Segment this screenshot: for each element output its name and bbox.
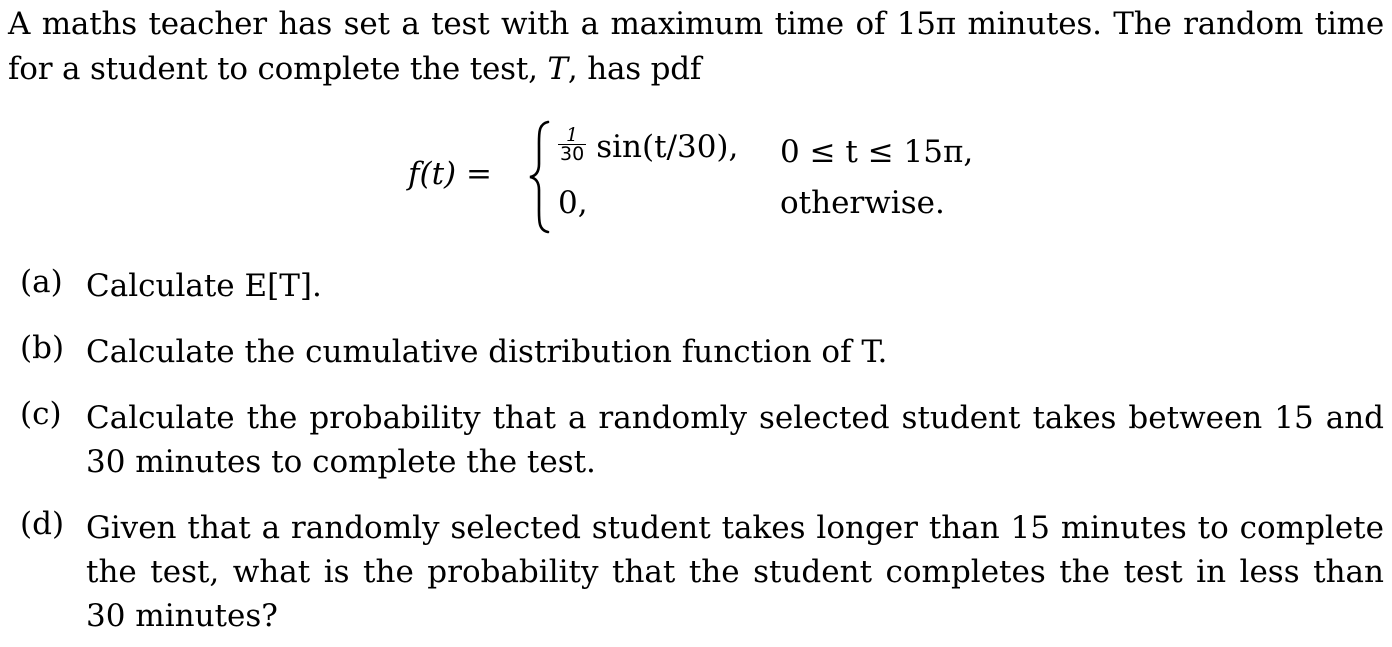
intro-line-1: A maths teacher has set a test with a maximum time of 15π minutes. The random time bbox=[8, 6, 1384, 42]
fraction bbox=[558, 126, 586, 163]
part-c-line-2: 30 minutes to complete the test. bbox=[86, 444, 596, 480]
part-d-line-3: 30 minutes? bbox=[86, 598, 278, 634]
part-d-line-1: Given that a randomly selected student takes longer than 15 minutes to complete bbox=[86, 510, 1384, 546]
part-a-label: (a) bbox=[20, 264, 63, 300]
question-intro bbox=[8, 2, 1384, 92]
intro-line-2 bbox=[8, 47, 1384, 92]
part-c-label: (c) bbox=[20, 396, 62, 432]
case-1-expression bbox=[558, 124, 739, 165]
case-1-function: sin(t/30), bbox=[596, 128, 739, 165]
part-d-line-2: the test, what is the probability that the student completes the test in less than bbox=[86, 554, 1384, 590]
fraction-denominator: 30 bbox=[560, 143, 585, 165]
case-2-expression: 0, bbox=[558, 185, 588, 221]
pdf-formula bbox=[408, 118, 1008, 238]
part-a-line-1: Calculate E[T]. bbox=[86, 268, 322, 304]
part-b-text bbox=[86, 330, 1384, 374]
case-1-condition: 0 ≤ t ≤ 15π, bbox=[780, 134, 974, 170]
intro-line-2-start: for a student to complete the test, bbox=[8, 51, 548, 87]
part-d-text bbox=[86, 506, 1384, 638]
fraction-numerator: 1 bbox=[566, 124, 579, 146]
part-b-label: (b) bbox=[20, 330, 65, 366]
left-brace-icon bbox=[528, 120, 550, 234]
part-b-line-1: Calculate the cumulative distribution function of T. bbox=[86, 334, 888, 370]
intro-variable-t: T bbox=[547, 51, 568, 87]
part-c-text bbox=[86, 396, 1384, 484]
part-a-text bbox=[86, 264, 1384, 308]
part-d-label: (d) bbox=[20, 506, 65, 542]
case-2-condition: otherwise. bbox=[780, 185, 945, 221]
formula-lhs: f(t) = bbox=[408, 156, 492, 192]
intro-line-2-end: , has pdf bbox=[567, 51, 702, 87]
part-c-line-1: Calculate the probability that a randomly selected student takes between 15 and bbox=[86, 400, 1384, 436]
